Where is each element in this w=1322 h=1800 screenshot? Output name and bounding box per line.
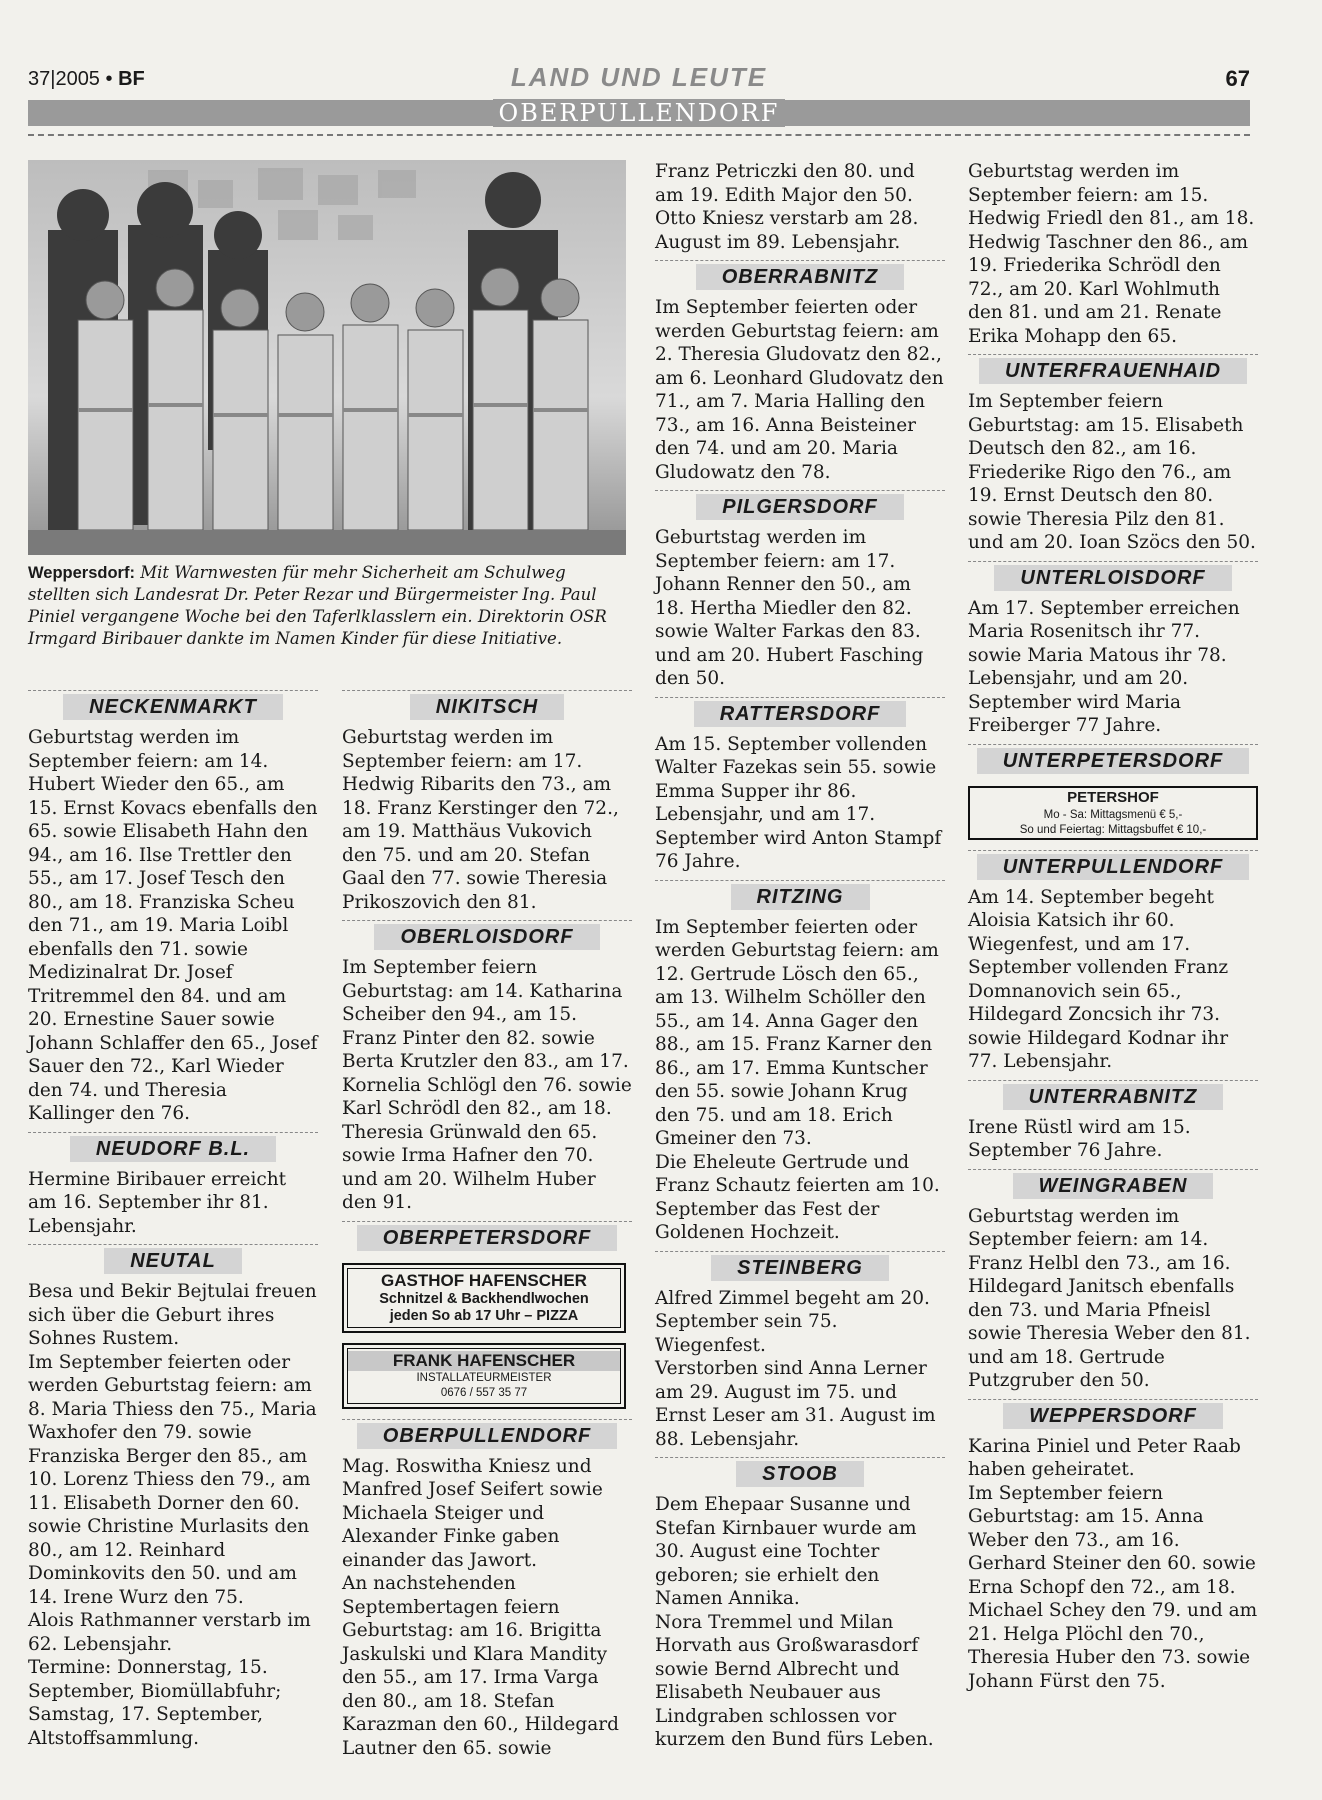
- news-photo: [28, 160, 626, 555]
- region-title: OBERPULLENDORF: [493, 99, 786, 127]
- header-divider: [28, 134, 1250, 136]
- town-heading-oberpetersdorf: OBERPETERSDORF: [342, 1221, 632, 1253]
- article-neutal-birthdays: Im September feierten oder werden Geburtstag feiern: am 8. Maria Thiess den 75., Maria Waxhofer den 79. sowie Franziska Berger den 85., am 10. Lorenz Thiess den 79., am 11. Elisabeth Dorner den 60. sowie Christine Murlasits den 80., am 12. Reinhard Dominkovits den 50. und am 14. Irene Wurz den 75.: [28, 1351, 317, 1608]
- town-heading-stoob: STOOB: [655, 1457, 945, 1489]
- page-header: [28, 60, 1250, 130]
- article-oberpullendorf-continued: Franz Petriczki den 80. und am 19. Edith Major den 50. Otto Kniesz verstarb am 28. August im 89. Lebensjahr.: [655, 161, 919, 253]
- article-rattersdorf: Am 15. September vollenden Walter Fazekas sein 55. sowie Emma Supper ihr 86. Lebensjahr, und am 17. September wird Anton Stampf 76 Jahre.: [655, 733, 942, 872]
- article-unterloisdorf: Am 17. September erreichen Maria Rosenitsch ihr 77. sowie Maria Matous ihr 78. Lebensjahr, und am 20. September wird Maria Freiberger 77 Jahre.: [968, 597, 1240, 736]
- article-ritzing-birthdays: Im September feierten oder werden Geburtstag feiern: am 12. Gertrude Lösch den 65., am 13. Wilhelm Schöller den 55., am 14. Anna Gager den 88., am 15. Franz Karner den 86., am 17. Emma Kuntscher den 55. sowie Johann Krug den 75. und am 18. Erich Gmeiner den 73.: [655, 916, 939, 1149]
- article-neudorf: Hermine Biribauer erreicht am 16. September ihr 81. Lebensjahr.: [28, 1168, 287, 1237]
- ad-frank-line2: 0676 / 557 35 77: [440, 1386, 528, 1399]
- town-heading-weingraben: WEINGRABEN: [968, 1169, 1258, 1201]
- column-4: [968, 160, 1258, 1693]
- town-heading-unterpetersdorf: UNTERPETERSDORF: [968, 744, 1258, 776]
- town-heading-weppersdorf: WEPPERSDORF: [968, 1399, 1258, 1431]
- ad-frank-title: FRANK HAFENSCHER: [348, 1351, 620, 1371]
- town-heading-unterfrauenhaid: UNTERFRAUENHAID: [968, 354, 1258, 386]
- article-unterpullendorf: Am 14. September begeht Aloisia Katsich ihr 60. Wiegenfest, und am 17. September vollenden Franz Domnanovich sein 65., Hildegard Zoncsich ihr 73. sowie Hildegard Kodnar ihr 77. Lebensjahr.: [968, 886, 1229, 1072]
- town-heading-unterpullendorf: UNTERPULLENDORF: [968, 850, 1258, 882]
- article-weppersdorf-wedding: Karina Piniel und Peter Raab haben geheiratet.: [968, 1435, 1241, 1480]
- ad-frank-hafenscher: [342, 1343, 626, 1409]
- region-bar: [28, 100, 1250, 126]
- ad-petershof-line1: Mo - Sa: Mittagsmenü € 5,-: [1043, 808, 1183, 821]
- article-steinberg-birthday: Alfred Zimmel begeht am 20. September sein 75. Wiegenfest.: [655, 1287, 930, 1356]
- issue-number: 37|2005 •: [28, 68, 113, 90]
- article-neutal-birth: Besa und Bekir Bejtulai freuen sich über die Geburt ihres Sohnes Rustem.: [28, 1281, 317, 1349]
- town-heading-oberpullendorf: OBERPULLENDORF: [342, 1419, 632, 1451]
- article-weingraben: Geburtstag werden im September feiern: am 14. Franz Helbl den 73., am 16. Hildegard Janitsch ebenfalls den 73. und Maria Pfneisl sowie Theresia Weber den 81. und am 18. Gertrude Putzgruber den 50.: [968, 1205, 1251, 1391]
- article-weppersdorf-birthdays: Im September feiern Geburtstag: am 15. Anna Weber den 73., am 16. Gerhard Steiner den 60. sowie Erna Schopf den 72., am 18. Michael Schey den 79. und am 21. Helga Plöchl den 70., Theresia Huber den 73. sowie Johann Fürst den 75.: [968, 1482, 1258, 1692]
- town-heading-oberrabnitz: OBERRABNITZ: [655, 260, 945, 292]
- town-heading-oberloisdorf: OBERLOISDORF: [342, 920, 632, 952]
- article-nikitsch: Geburtstag werden im September feiern: am 17. Hedwig Ribarits den 73., am 18. Franz Kerstinger den 72., am 19. Matthäus Vukovich den 75. und am 20. Stefan Gaal den 77. sowie Theresia Prikoszovich den 81.: [342, 727, 619, 913]
- ad-gasthof-hafenscher: [342, 1263, 626, 1333]
- ad-gasthof-line1: Schnitzel & Backhendlwochen: [379, 1290, 589, 1307]
- article-neckenmarkt: Geburtstag werden im September feiern: am 14. Hubert Wieder den 65., am 15. Ernst Kovacs ebenfalls den 65. sowie Elisabeth Hahn den 94., am 16. Ilse Trettler den 55., am 17. Josef Tesch den 80., am 18. Franziska Scheu den 71., am 19. Maria Loibl ebenfalls den 71. sowie Medizinalrat Dr. Josef Tritremmel den 84. und am 20. Ernestine Sauer sowie Johann Schlaffer den 65., Josef Sauer den 72., Karl Wieder den 74. und Theresia Kallinger den 76.: [28, 727, 318, 1124]
- town-heading-pilgersdorf: PILGERSDORF: [655, 490, 945, 522]
- town-heading-steinberg: STEINBERG: [655, 1251, 945, 1283]
- brand-name: BF: [118, 68, 145, 90]
- town-heading-rattersdorf: RATTERSDORF: [655, 697, 945, 729]
- ad-petershof-title: PETERSHOF: [1067, 788, 1159, 806]
- article-neutal-death: Alois Rathmanner verstarb im 62. Lebensjahr.: [28, 1610, 311, 1655]
- column-2: [342, 690, 632, 1760]
- article-continued: Geburtstag werden im September feiern: am 15. Hedwig Friedl den 81., am 18. Hedwig Taschner den 86., am 19. Friederika Schrödl den 72., am 20. Karl Wohlmuth den 81. und am 21. Renate Erika Mohapp den 65.: [968, 161, 1255, 347]
- article-steinberg-deaths: Verstorben sind Anna Lerner am 29. August im 75. und Ernst Leser am 31. August im 88. Lebensjahr.: [655, 1358, 936, 1450]
- section-title: LAND UND LEUTE: [510, 62, 768, 92]
- column-1: [28, 690, 318, 1750]
- article-pilgersdorf: Geburtstag werden im September feiern: am 17. Johann Renner den 50., am 18. Hertha Miedler den 82. sowie Walter Farkas den 83. und am 20. Hubert Fasching den 50.: [655, 527, 924, 689]
- ad-frank-line1: INSTALLATEURMEISTER: [416, 1371, 552, 1384]
- ad-petershof: [968, 786, 1258, 840]
- town-heading-neckenmarkt: NECKENMARKT: [28, 690, 318, 722]
- column-3: [655, 160, 945, 1752]
- article-oberrabnitz: Im September feierten oder werden Geburtstag feiern: am 2. Theresia Gludovatz den 82., am 6. Leonhard Gludovatz den 71., am 7. Maria Halling den 73., am 16. Anna Beisteiner den 74. und am 20. Maria Gludowatz den 78.: [655, 297, 944, 483]
- article-unterfrauenhaid: Im September feiern Geburtstag: am 15. Elisabeth Deutsch den 82., am 16. Friederike Rigo den 76., am 19. Ernst Deutsch den 80. sowie Theresia Pilz den 81. und am 20. Ioan Szöcs den 50.: [968, 391, 1256, 553]
- article-oberpullendorf-birthdays: An nachstehenden Septembertagen feiern Geburtstag: am 16. Brigitta Jaskulski und Klara Mandity den 55., am 17. Irma Varga den 80., am 18. Stefan Karazman den 60., Hildegard Lautner den 65. sowie: [342, 1573, 619, 1759]
- caption-text: Mit Warnwesten für mehr Sicherheit am Schulweg stellten sich Landesrat Dr. Peter Rezar und Bürgermeister Ing. Paul Piniel vergangene Woche bei den Taferlklasslern ein. Direktorin OSR Irmgard Biribauer dankte im Namen Kinder für diese Initiative.: [28, 563, 607, 648]
- town-heading-unterloisdorf: UNTERLOISDORF: [968, 561, 1258, 593]
- article-unterrabnitz: Irene Rüstl wird am 15. September 76 Jahre.: [968, 1116, 1191, 1161]
- town-heading-unterrabnitz: UNTERRABNITZ: [968, 1080, 1258, 1112]
- article-oberloisdorf: Im September feiern Geburtstag: am 14. Katharina Scheiber den 94., am 15. Franz Pinter den 82. sowie Berta Krutzler den 83., am 17. Kornelia Schlögl den 76. sowie Karl Schrödl den 82., am 18. Theresia Grünwald den 65. sowie Irma Hafner den 70. und am 20. Wilhelm Huber den 91.: [342, 957, 632, 1213]
- article-oberpullendorf-wedding: Mag. Roswitha Kniesz und Manfred Josef Seifert sowie Michaela Steiger und Alexander Finke gaben einander das Jawort.: [342, 1455, 603, 1571]
- ad-gasthof-line2: jeden So ab 17 Uhr – PIZZA: [389, 1307, 579, 1324]
- group-photo-image: [28, 160, 626, 555]
- ad-gasthof-title: GASTHOF HAFENSCHER: [381, 1270, 587, 1290]
- town-heading-neutal: NEUTAL: [28, 1244, 318, 1276]
- ad-petershof-line2: So und Feiertag: Mittagsbuffet € 10,-: [1019, 823, 1207, 836]
- caption-place: Weppersdorf:: [28, 564, 135, 582]
- photo-caption: [28, 562, 626, 650]
- article-neutal-dates: Termine: Donnerstag, 15. September, Biomüllabfuhr; Samstag, 17. September, Altstoffsammlung.: [28, 1657, 282, 1749]
- article-stoob-birth: Dem Ehepaar Susanne und Stefan Kirnbauer wurde am 30. August eine Tochter geboren; sie erhielt den Namen Annika.: [655, 1494, 917, 1609]
- town-heading-nikitsch: NIKITSCH: [342, 690, 632, 722]
- town-heading-ritzing: RITZING: [655, 880, 945, 912]
- article-stoob-weddings: Nora Tremmel und Milan Horvath aus Großwarasdorf sowie Bernd Albrecht und Elisabeth Neubauer aus Lindgraben schlossen vor kurzem den Bund fürs Leben.: [655, 1611, 934, 1750]
- town-heading-neudorf: NEUDORF B.L.: [28, 1132, 318, 1164]
- article-ritzing-anniversary: Die Eheleute Gertrude und Franz Schautz feierten am 10. September das Fest der Goldenen Hochzeit.: [655, 1151, 940, 1243]
- page-number: 67: [1225, 66, 1250, 91]
